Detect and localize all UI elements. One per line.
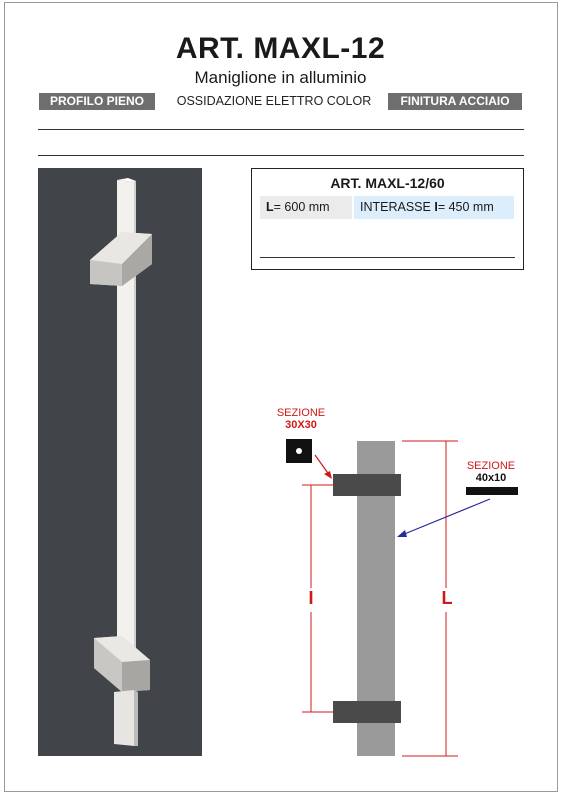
section-flat-icon — [466, 487, 518, 495]
drawing-bottom-bracket — [333, 701, 401, 723]
interasse-value: = 450 mm — [437, 200, 494, 214]
drawing-top-bracket — [333, 474, 401, 496]
section-square-label: SEZIONE — [276, 407, 326, 419]
page-title: ART. MAXL-12 — [175, 32, 386, 65]
length-dimension-label: L — [441, 588, 453, 608]
length-symbol: L — [266, 200, 274, 214]
finish-process-label: OSSIDAZIONE ELETTRO COLOR — [176, 94, 372, 108]
interasse-label: INTERASSE — [360, 200, 435, 214]
section-flat-label: SEZIONE — [466, 460, 516, 472]
interasse-symbol: I — [434, 200, 438, 214]
finish-tag: FINITURA ACCIAIO — [388, 93, 522, 110]
section-flat-size: 40x10 — [475, 472, 507, 484]
interasse-dimension-label: I — [308, 588, 314, 608]
section-square-size: 30X30 — [285, 419, 317, 431]
page-subtitle: Maniglione in alluminio — [194, 68, 367, 87]
profile-tag: PROFILO PIENO — [39, 93, 155, 110]
length-value: = 600 mm — [273, 200, 330, 214]
section-square-caption — [270, 407, 332, 431]
article-code: ART. MAXL-12/60 — [330, 175, 445, 191]
section-flat-caption — [460, 460, 522, 484]
